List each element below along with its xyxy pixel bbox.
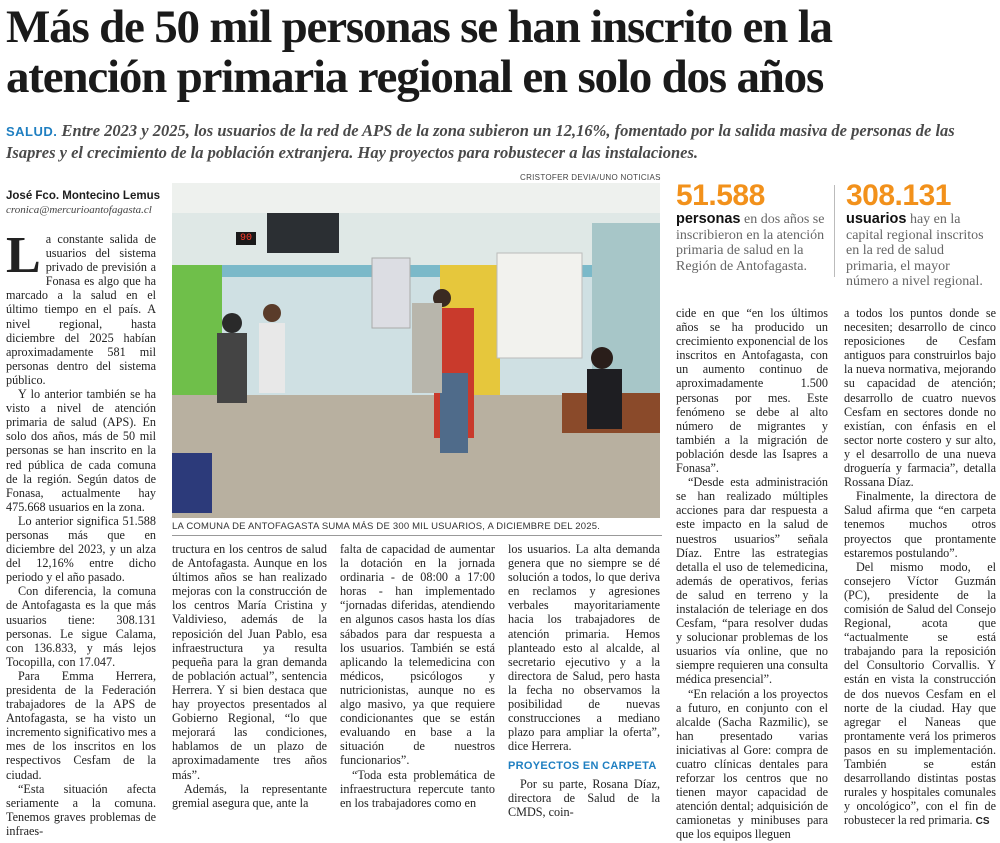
stat-divider <box>834 185 835 277</box>
paragraph: “Toda esta problemática de infraestructura repercute tanto en los trabajadores como en <box>340 767 495 810</box>
deck-text: Entre 2023 y 2025, los usuarios de la red de APS de la zona subieron un 12,16%, fomentado por la salida masiva de personas de las Isapres y el crecimiento de la población extranjera. Hay proyectos para robustecer a las instalaciones. <box>6 121 955 162</box>
drop-cap: L <box>6 227 41 284</box>
article-column-2 <box>172 542 327 810</box>
author-email: cronica@mercurioantofagasta.cl <box>6 204 152 216</box>
section-subhead: PROYECTOS EN CARPETA <box>508 760 657 773</box>
paragraph: Además, la representante gremial asegura que, ante la <box>172 781 327 810</box>
queue-number-display: 90 <box>236 232 256 245</box>
paragraph: tructura en los centros de salud de Antofagasta. Aunque en los últimos años se han realizado mejoras con la construcción de los centros María Cristina y Valdivieso, además de la reposición del Juan Pablo, esa infraestructura ya resulta pequeña para la gran demanda de población actual”, sentencia Herrera. Y si bien destaca que hay proyectos presentados al Gobierno Regional, “lo que mejorará las condiciones, hablamos de un plazo de aproximadamente tres años más”. <box>172 542 327 782</box>
paragraph: Del mismo modo, el consejero Víctor Guzmán (PC), presidente de la comisión de Salud del Consejo Regional, acota que “actualmente se está trabajando para la reposición del Consultorio Corvallis. Y están en vista la construcción de dos nuevos Cesfam en el norte de la ciudad. Hay que agregar el Naneas que prontamente verá los primeros pasos en su implementación. También se están desarrollando distintas postas rurales y hospitales comunales y oncológico”, con el fin de robustecer la red primaria. CS <box>844 559 996 828</box>
paragraph: “Esta situación afecta seriamente a la comuna. Tenemos graves problemas de infraes- <box>6 781 156 838</box>
paragraph: “En relación a los proyectos a futuro, en conjunto con el alcalde (Sacha Razmilic), se han presentado varias iniciativas al Gore: compra de cuatro clínicas dentales para reforzar los centros que no tienen mayor capacidad de atención dental; adquisición de camionetas y minibuses para que los equipos lleguen <box>676 686 828 842</box>
paragraph: Por su parte, Rosana Díaz, directora de Salud de la CMDS, coin- <box>508 776 660 819</box>
byline <box>6 190 166 216</box>
paragraph: “Desde esta administración se han realizado múltiples acciones para dar respuesta a este impacto en la salud de nuestros usuarios” señala Díaz. Entre las estrategias detalla el uso de telemedicina, además de operativos, ferias de salud en terreno y la instalación de teleriage en dos Cesfam, “para resolver dudas y solucionar problemas de los usuarios vía online, que no siempre requieren una consulta médica presencial”. <box>676 475 828 687</box>
deck-kicker: SALUD. <box>6 124 58 139</box>
paragraph: La constante salida de usuarios del sistema privado de previsión a Fonasa es algo que ha marcado a la salud en el último tiempo en el país. A nivel regional, hasta diciembre del 2025 habían aproximadamente 581 mil personas dentro del sistema público. <box>6 227 156 387</box>
paragraph: Y lo anterior también se ha visto a nivel de atención primaria de salud (APS). En solo dos años, más de 50 mil personas se han inscrito en la red pública de cada comuna de la región. Según datos de Fonasa, actualmente hay 475.668 usuarios en la zona. <box>6 387 156 514</box>
article-photo <box>172 183 660 518</box>
end-mark: CS <box>975 816 990 828</box>
paragraph: los usuarios. La alta demanda genera que no siempre se dé solución a todos, lo que deriva en reclamos y agresiones verbales mayoritariamente hacia los trabajadores de atención primaria. Hemos planteado esto al alcalde, al secretario ejecutivo y a la directora de Salud, pero hasta la fecha no observamos la posibilidad de nuevas construcciones a mediano plazo para ampliar la oferta”, dice Herrera. <box>508 542 660 754</box>
stat-text: personas en dos años se inscribieron en la atención primaria de salud en la Región de Antofagasta. <box>676 211 825 274</box>
paragraph: cide en que “en los últimos años se ha producido un crecimiento exponencial de los inscritos en Antofagasta, con un aumento continuo de aproximadamente 1.500 personas por mes. Este fenómeno se debe al alto número de migrantes y también a la migración de población desde las Isapres a Fonasa”. <box>676 306 828 476</box>
paragraph: a todos los puntos donde se necesiten; desarrollo de cinco reposiciones de Cesfam antiguos para construirlos bajo la nueva normativa, mejorando su capacidad de atención; desarrollo de cuatro nuevos Cesfam en sectores donde no existían, con énfasis en el sector norte costero y sur alto, y el desarrollo de una nueva droguería y farmacia”, detalla Rossana Díaz. <box>844 306 996 490</box>
article-column-4 <box>508 542 660 819</box>
article-column-3 <box>340 542 495 810</box>
paragraph: Con diferencia, la comuna de Antofagasta es la que más usuarios tiene: 308.131 personas. Le sigue Calama, con 136.833, y más lejos Tocopilla, con 17.047. <box>6 584 156 669</box>
author-name: José Fco. Montecino Lemus <box>6 190 160 202</box>
article-column-5 <box>676 306 828 842</box>
paragraph: falta de capacidad de aumentar la dotación en la jornada ordinaria - de 08:00 a 17:00 horas - han implementado “jornadas diferidas, atendiendo en algunos casos hasta los días sábados para dar respuesta a los usuarios. También se está aplicando la telemedicina con médicos, psicólogos y nutricionistas, aunque no es algo masivo, ya que requiere condicionantes que se están evaluando en base a la situación de nuestros funcionarios”. <box>340 542 495 768</box>
article-column-1 <box>6 227 156 838</box>
stat-number: 51.588 <box>676 179 765 212</box>
paragraph: Para Emma Herrera, presidenta de la Federación trabajadores de la APS de Antofagasta, se ha visto un incremento significativo mes a mes de los inscritos en los respectivos Cesfam de la ciudad. <box>6 668 156 782</box>
paragraph: Finalmente, la directora de Salud afirma que “en carpeta tenemos muchos otros proyectos que prontamente estaremos postulando”. <box>844 489 996 560</box>
headline: Más de 50 mil personas se han inscrito en la atención primaria regional en solo dos años <box>6 1 832 103</box>
stat-box-1 <box>676 180 826 274</box>
stat-number: 308.131 <box>846 179 951 212</box>
stat-text: usuarios hay en la capital regional inscritos en la red de salud primaria, el mayor número a nivel regional. <box>846 211 984 289</box>
paragraph: Lo anterior significa 51.588 personas más que en diciembre del 2023, y un alza del 12,16% entre dicho periodo y el año pasado. <box>6 513 156 585</box>
article-column-6 <box>844 306 996 829</box>
photo-caption: LA COMUNA DE ANTOFAGASTA SUMA MÁS DE 300 MIL USUARIOS, A DICIEMBRE DEL 2025. <box>172 521 662 536</box>
photo-credit: CRISTOFER DEVIA/UNO NOTICIAS <box>520 173 661 182</box>
stat-box-2 <box>846 180 996 290</box>
deck <box>6 120 994 163</box>
